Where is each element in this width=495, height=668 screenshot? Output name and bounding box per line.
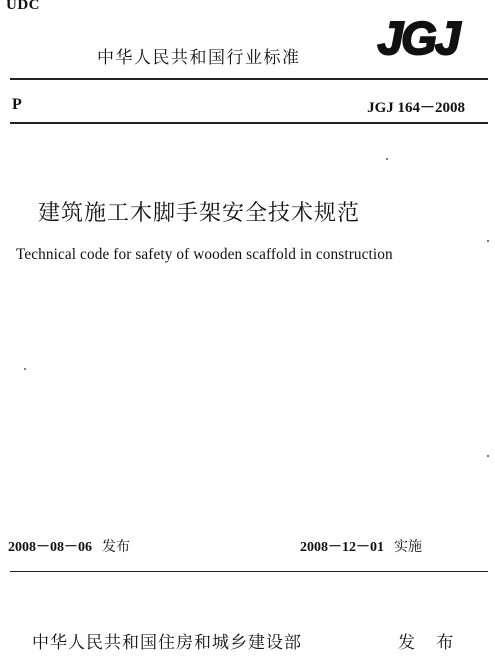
udc-label: UDC xyxy=(6,0,40,13)
effective-date-label: 实施 xyxy=(394,539,422,555)
jgj-logo xyxy=(370,14,466,62)
scan-speck xyxy=(24,368,26,370)
issue-date-value: 2008－08－06 xyxy=(8,540,92,555)
scan-speck xyxy=(386,158,388,160)
title-english: Technical code for safety of wooden scaffold in construction xyxy=(16,246,393,263)
standard-number: JGJ 164－2008 xyxy=(367,100,465,116)
effective-date xyxy=(300,536,422,556)
scan-speck xyxy=(487,455,489,457)
date-rule xyxy=(10,571,488,572)
scan-speck xyxy=(487,240,489,242)
number-rule xyxy=(10,122,488,124)
header-rule xyxy=(10,78,488,80)
effective-date-value: 2008－12－01 xyxy=(300,540,384,555)
issue-date-label: 发布 xyxy=(102,539,130,555)
standard-category: 中华人民共和国行业标准 xyxy=(97,48,301,68)
issue-label: 发 布 xyxy=(398,633,462,653)
svg-text:JGJ: JGJ xyxy=(377,14,459,62)
title-chinese: 建筑施工木脚手架安全技术规范 xyxy=(38,201,361,226)
issuing-authority: 中华人民共和国住房和城乡建设部 xyxy=(32,633,302,653)
issue-date xyxy=(8,536,130,556)
class-letter: P xyxy=(12,96,22,113)
